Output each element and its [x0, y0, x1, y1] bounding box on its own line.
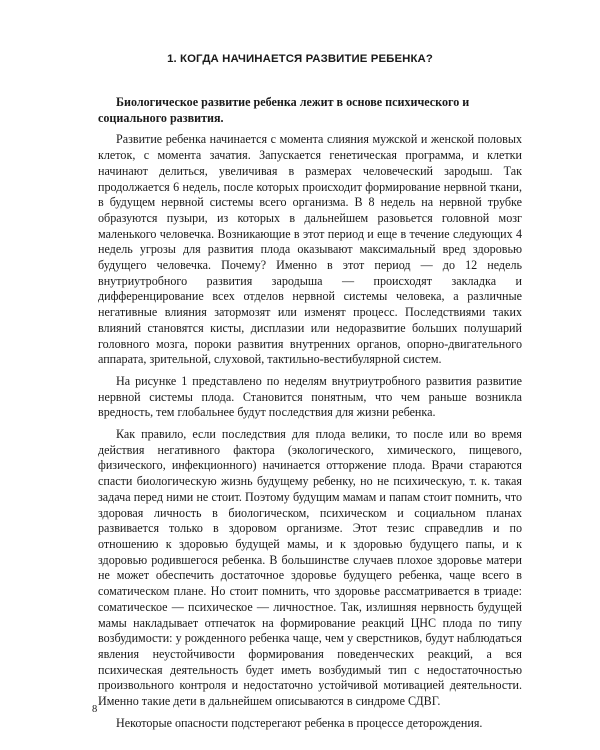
paragraph: Развитие ребенка начинается с момента слияния мужской и женской половых клеток, с момента зачатия. Запускается генетическая программа, и клетки начинают делиться, увеличивая в размерах человеческий зародыш. Так продолжается 6 недель, после которых происходит формирование нервной ткани, в будущем нервной системы всего организма. В 8 недель на нервной трубке образуются пузыри, из которых в дальнейшем разовьется головной мозг маленького человечка. Возникающие в этот период и еще в течение следующих 4 недель угрозы для развития плода оказывают максимальный вред здоровью будущего человечка. Почему? Именно в этот период — до 12 недель внутриутробного развития зародыша — происходят закладка и дифференцирование всех отделов нервной системы человека, а различные негативные влияния затормозят или изменят процесс. Последствиями таких влияний становятся кисты, дисплазии или недоразвитие больших полушарий головного мозга, пороки развития внутренних органов, опорно-двигательного аппарата, зрительной, слуховой, тактильно-вестибулярной систем.: [98, 132, 522, 367]
paragraph: Некоторые опасности подстерегают ребенка в процессе деторождения.: [116, 715, 483, 730]
paragraph: Как правило, если последствия для плода велики, то после или во время действия негативного фактора (экологического, химического, пищевого, физического, инфекционного) начинается отторжение плода. Врачи стараются спасти биологическую жизнь будущему ребенку, но не психическую, т. к. такая задача перед ними не стоит. Поэтому будущим мамам и папам стоит помнить, что здоровая личность в биологическом, психическом и социальном планах развивается только в здоровом организме. Этот тезис справедлив и по отношению к здоровью будущей мамы, и к здоровью будущего папы, и к здоровью родившегося ребенка. В большинстве случаев плохое здоровье матери не может обеспечить достаточное здоровье будущего ребенка, чаще всего в соматическом плане. Но стоит помнить, что здоровье рассматривается в триаде: соматическое — психическое — личностное. Так, излишняя нервность будущей мамы накладывает отпечаток на формирование реакций ЦНС плода по типу возбудимости: у рожденного ребенка чаще, чем у сверстников, будут наблюдаться явления неустойчивости формирования поведенческих реакций, а вся психическая деятельность будет иметь возбудимый тип с недостаточностью произвольного контроля и недостаточно устойчивой мотивацией деятельности. Именно такие дети в дальнейшем описываются в синдроме СДВГ.: [98, 427, 522, 709]
body-text: [98, 95, 522, 737]
page-number: 8: [92, 704, 98, 715]
paragraph: На рисунке 1 представлено по неделям внутриутробного развития развитие нервной системы плода. Становится понятным, что чем раньше возникла вредность, тем глобальнее будут последствия для жизни ребенка.: [98, 373, 522, 420]
chapter-heading: 1. КОГДА НАЧИНАЕТСЯ РАЗВИТИЕ РЕБЕНКА?: [167, 53, 433, 65]
lead-paragraph: Биологическое развитие ребенка лежит в основе психического и социального развития.: [98, 95, 470, 125]
